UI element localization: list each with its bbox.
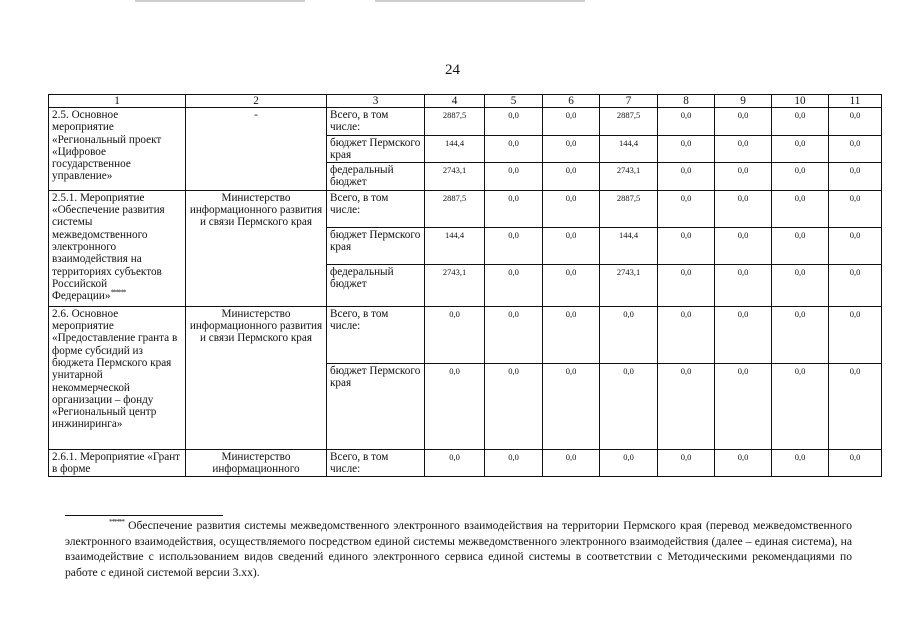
activity-name: 2.5.1. Мероприятие «Обеспечение развития системы межведомственного электронного взаимодействия на территориях субъектов Российской Федерации» — [52, 191, 165, 303]
value-cell: 0,0 — [485, 227, 543, 264]
column-number: 7 — [600, 95, 658, 108]
footnote-reference: ****** — [110, 288, 126, 297]
value-cell: 0,0 — [829, 363, 882, 449]
value-cell: 0,0 — [543, 449, 600, 477]
column-number: 8 — [658, 95, 715, 108]
scan-edge-line-right — [375, 0, 585, 2]
value-cell: 0,0 — [715, 227, 772, 264]
value-cell: 0,0 — [829, 163, 882, 191]
value-cell: 0,0 — [658, 227, 715, 264]
value-cell: 2743,1 — [425, 264, 485, 306]
value-cell: 0,0 — [600, 306, 658, 363]
table-row — [49, 306, 882, 363]
value-cell: 144,4 — [425, 135, 485, 163]
value-cell: 0,0 — [658, 135, 715, 163]
value-cell: 0,0 — [543, 190, 600, 227]
value-cell: 0,0 — [715, 108, 772, 136]
value-cell: 0,0 — [485, 449, 543, 477]
value-cell: 0,0 — [485, 363, 543, 449]
value-cell: 0,0 — [829, 306, 882, 363]
activity-name: 2.6.1. Мероприятие «Грант в форме — [49, 449, 186, 477]
activity-executor: Министерство информационного — [186, 449, 327, 477]
value-cell: 2743,1 — [425, 163, 485, 191]
value-cell: 0,0 — [658, 306, 715, 363]
value-cell: 0,0 — [772, 264, 829, 306]
activity-executor: - — [186, 108, 327, 191]
value-cell: 0,0 — [658, 190, 715, 227]
value-cell: 0,0 — [715, 363, 772, 449]
funding-source: Всего, в том числе: — [327, 306, 425, 363]
value-cell: 0,0 — [543, 108, 600, 136]
value-cell: 0,0 — [772, 363, 829, 449]
value-cell: 2743,1 — [600, 264, 658, 306]
value-cell: 144,4 — [600, 135, 658, 163]
funding-source: федеральный бюджет — [327, 163, 425, 191]
table-row — [49, 449, 882, 477]
column-number: 10 — [772, 95, 829, 108]
activity-executor: Министерство информационного развития и связи Пермского края — [186, 306, 327, 449]
page-number: 24 — [445, 62, 460, 78]
value-cell: 0,0 — [715, 449, 772, 477]
value-cell: 0,0 — [600, 449, 658, 477]
activity-name-cell — [49, 190, 186, 306]
funding-source: бюджет Пермского края — [327, 363, 425, 449]
value-cell: 144,4 — [600, 227, 658, 264]
value-cell: 0,0 — [485, 108, 543, 136]
column-number: 6 — [543, 95, 600, 108]
value-cell: 0,0 — [658, 163, 715, 191]
column-number: 9 — [715, 95, 772, 108]
table-row — [49, 190, 882, 227]
column-number: 1 — [49, 95, 186, 108]
funding-source: Всего, в том числе: — [327, 449, 425, 477]
value-cell: 0,0 — [715, 163, 772, 191]
value-cell: 144,4 — [425, 227, 485, 264]
table-row — [49, 108, 882, 136]
funding-source: бюджет Пермского края — [327, 135, 425, 163]
value-cell: 2743,1 — [600, 163, 658, 191]
value-cell: 0,0 — [772, 227, 829, 264]
value-cell: 0,0 — [829, 449, 882, 477]
footnote — [65, 518, 852, 580]
value-cell: 2887,5 — [425, 190, 485, 227]
column-number: 2 — [186, 95, 327, 108]
value-cell: 0,0 — [772, 190, 829, 227]
value-cell: 0,0 — [485, 163, 543, 191]
value-cell: 0,0 — [425, 306, 485, 363]
scan-edge-line-left — [135, 0, 305, 2]
value-cell: 0,0 — [772, 163, 829, 191]
activity-name: 2.6. Основное мероприятие «Предоставление гранта в форме субсидий из бюджета Пермского края унитарной некоммерческой организации – фонду «Региональный центр инжиниринга» — [49, 306, 186, 449]
value-cell: 0,0 — [425, 449, 485, 477]
funding-source: федеральный бюджет — [327, 264, 425, 306]
budget-table — [48, 94, 882, 477]
column-number: 5 — [485, 95, 543, 108]
activity-name: 2.5. Основное мероприятие «Региональный проект «Цифровое государственное управление» — [49, 108, 186, 191]
column-number: 11 — [829, 95, 882, 108]
footnote-text: Обеспечение развития системы межведомственного электронного взаимодействия на территории Пермского края (перевод межведомственного электронного взаимодействия, осуществляемого посредством единой системы межведомственного электронного взаимодействия (далее – единая система), на взаимодействие с использованием видов сведений единого электронного сервиса единой системы в соответствии с Методическими рекомендациями по работе с единой системой версии 3.хх). — [65, 519, 852, 579]
value-cell: 0,0 — [543, 264, 600, 306]
value-cell: 0,0 — [485, 264, 543, 306]
value-cell: 0,0 — [658, 264, 715, 306]
activity-executor: Министерство информационного развития и связи Пермского края — [186, 190, 327, 306]
value-cell: 0,0 — [829, 108, 882, 136]
value-cell: 2887,5 — [600, 190, 658, 227]
value-cell: 2887,5 — [425, 108, 485, 136]
funding-source: Всего, в том числе: — [327, 108, 425, 136]
value-cell: 0,0 — [715, 264, 772, 306]
value-cell: 0,0 — [772, 108, 829, 136]
value-cell: 0,0 — [829, 227, 882, 264]
value-cell: 0,0 — [600, 363, 658, 449]
value-cell: 0,0 — [772, 449, 829, 477]
footnote-marker: ****** — [109, 518, 124, 527]
value-cell: 0,0 — [715, 190, 772, 227]
value-cell: 0,0 — [543, 363, 600, 449]
column-number: 3 — [327, 95, 425, 108]
funding-source: Всего, в том числе: — [327, 190, 425, 227]
column-number: 4 — [425, 95, 485, 108]
value-cell: 0,0 — [543, 163, 600, 191]
value-cell: 0,0 — [829, 135, 882, 163]
value-cell: 2887,5 — [600, 108, 658, 136]
value-cell: 0,0 — [829, 190, 882, 227]
column-number-row — [49, 95, 882, 108]
value-cell: 0,0 — [715, 135, 772, 163]
value-cell: 0,0 — [485, 190, 543, 227]
value-cell: 0,0 — [543, 227, 600, 264]
value-cell: 0,0 — [425, 363, 485, 449]
value-cell: 0,0 — [772, 306, 829, 363]
value-cell: 0,0 — [485, 306, 543, 363]
value-cell: 0,0 — [485, 135, 543, 163]
value-cell: 0,0 — [543, 135, 600, 163]
value-cell: 0,0 — [715, 306, 772, 363]
value-cell: 0,0 — [772, 135, 829, 163]
value-cell: 0,0 — [829, 264, 882, 306]
value-cell: 0,0 — [658, 363, 715, 449]
value-cell: 0,0 — [658, 108, 715, 136]
value-cell: 0,0 — [543, 306, 600, 363]
footnote-separator — [65, 515, 223, 516]
funding-source: бюджет Пермского края — [327, 227, 425, 264]
value-cell: 0,0 — [658, 449, 715, 477]
